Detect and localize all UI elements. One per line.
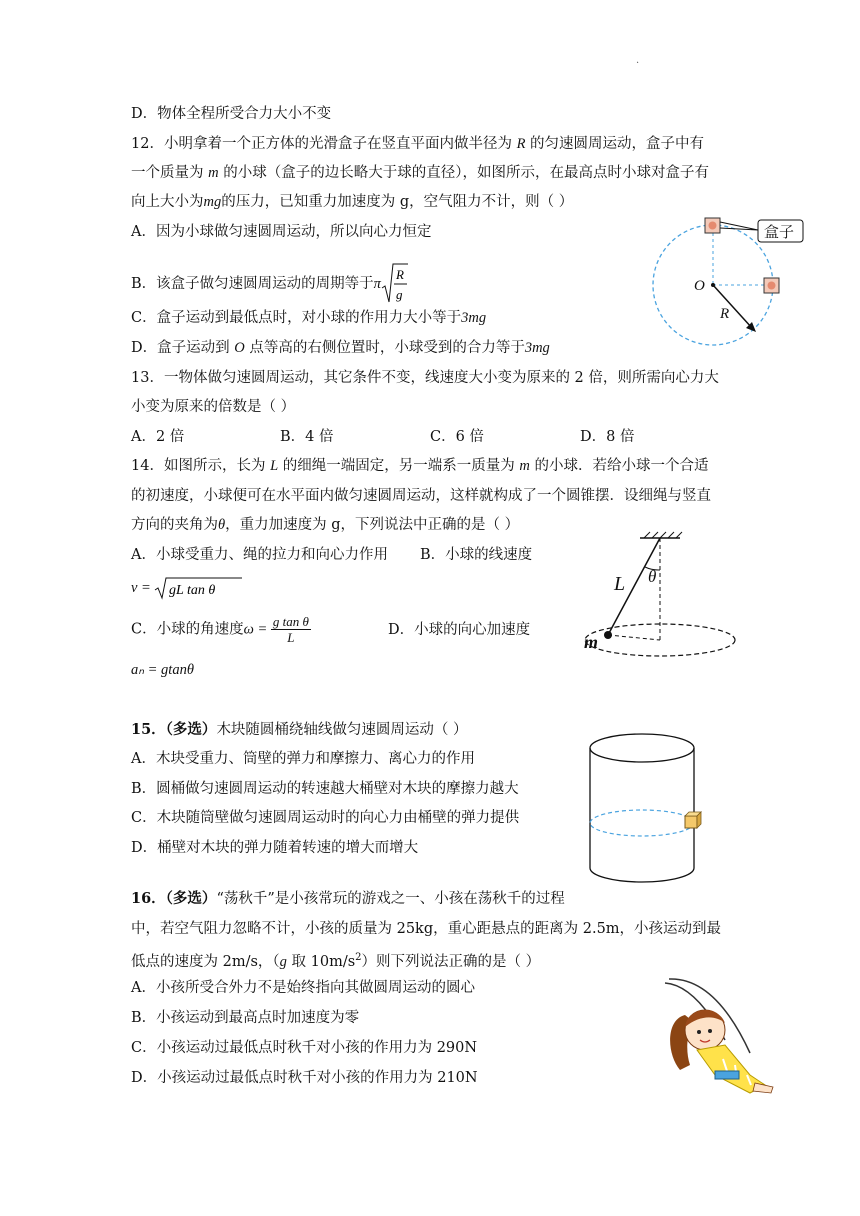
rotation-path bbox=[590, 810, 694, 836]
eye-left bbox=[697, 1030, 701, 1034]
ball-right bbox=[768, 282, 776, 290]
q14-stem-line-2: 的初速度，小球便可在水平面内做匀速圆周运动，这样就构成了一个圆锥摆．设细绳与竖直 bbox=[131, 488, 711, 504]
label-m: m bbox=[584, 632, 599, 652]
q12-stem-line-1: 12．小明拿着一个正方体的光滑盒子在竖直平面内做半径为 R 的匀速圆周运动，盒子中有 bbox=[131, 136, 705, 152]
q16-stem-line-3: 低点的速度为 2m/s，（g 取 $10m/s^2$）则下列说法正确的是（ ） bbox=[131, 952, 541, 970]
radius-arrow bbox=[713, 285, 752, 328]
q15-option-d: D．桶壁对木块的弹力随着转速的增大而增大 bbox=[131, 840, 419, 856]
ball-top bbox=[709, 222, 717, 230]
callout-label: 盒子 bbox=[764, 225, 795, 241]
legs bbox=[753, 1083, 773, 1093]
label-theta: θ bbox=[648, 567, 657, 586]
radius-dashed bbox=[608, 635, 660, 640]
q11-option-d: D．物体全程所受合力大小不变 bbox=[131, 106, 332, 122]
svg-text:gL tan θ: gL tan θ bbox=[169, 583, 216, 598]
q12-option-a: A．因为小球做匀速圆周运动，所以向心力恒定 bbox=[131, 224, 432, 240]
q14-stem-line-1: 14．如图所示，长为 L 的细绳一端固定，另一端系一质量为 m 的小球．若给小球一个合适 bbox=[131, 458, 709, 474]
q15-option-c: C．木块随筒壁做匀速圆周运动时的向心力由桶壁的弹力提供 bbox=[131, 810, 520, 826]
q16-figure-child-on-swing bbox=[655, 975, 780, 1100]
q13-option-d: D．8 倍 bbox=[580, 429, 635, 445]
sqrt-gl-tan-theta bbox=[154, 576, 244, 600]
q16-stem-line-2: 中，若空气阻力忽略不计，小孩的质量为 25kg，重心距悬点的距离为 2.5m，小孩运动到最 bbox=[131, 921, 722, 937]
header-mark: · bbox=[636, 58, 640, 69]
q14-option-d: D．小球的向心加速度 bbox=[388, 622, 531, 638]
q15-stem: 15．（多选）木块随圆桶绕轴线做匀速圆周运动（ ） bbox=[131, 721, 468, 738]
q13-stem-line-2: 小变为原来的倍数是（ ） bbox=[131, 399, 296, 415]
q14-an-formula: aₙ = gtanθ bbox=[131, 662, 194, 678]
q16-stem-line-1: 16．（多选）“荡秋千”是小孩常玩的游戏之一、小孩在荡秋千的过程 bbox=[131, 890, 565, 907]
pi-symbol: π bbox=[373, 276, 381, 292]
q14-option-b: B．小球的线速度 bbox=[420, 547, 533, 563]
q13-option-c: C．6 倍 bbox=[430, 429, 484, 445]
q16-option-d: D．小孩运动过最低点时秋千对小孩的作用力为 210N bbox=[131, 1070, 478, 1086]
q12-stem-line-3: 向上大小为mg的压力，已知重力加速度为 g，空气阻力不计，则（ ） bbox=[131, 194, 574, 210]
cylinder-bottom bbox=[590, 868, 694, 882]
q12-stem-line-2: 一个质量为 m 的小球（盒子的边长略大于球的直径），如图所示，在最高点时小球对盒子有 bbox=[131, 165, 709, 181]
ball bbox=[604, 631, 612, 639]
q15-option-a: A．木块受重力、筒壁的弹力和摩擦力、离心力的作用 bbox=[131, 751, 475, 767]
svg-text:g: g bbox=[395, 287, 403, 302]
q14-v-formula: v = gL tan θ bbox=[131, 576, 244, 600]
q14-figure-conical-pendulum bbox=[578, 530, 738, 660]
q14-stem-line-3: 方向的夹角为θ，重力加速度为 g，下列说法中正确的是（ ） bbox=[131, 517, 520, 533]
sqrt-r-over-g bbox=[381, 262, 409, 306]
q12-option-d: D．盒子运动到 O 点等高的右侧位置时，小球受到的合力等于3mg bbox=[131, 340, 550, 356]
q13-option-b: B．4 倍 bbox=[280, 429, 334, 445]
q13-stem-line-1: 13．一物体做匀速圆周运动，其它条件不变，线速度大小变为原来的 2 倍，则所需向心力大 bbox=[131, 370, 719, 386]
q14-option-a: A．小球受重力、绳的拉力和向心力作用 bbox=[131, 547, 388, 563]
omega-fraction: $\frac{\text{g tan θ}}{L}$ bbox=[272, 614, 309, 645]
eye-right bbox=[708, 1029, 712, 1033]
q14-option-c: C．小球的角速度ω = $\frac{\text{g tan θ}}{L}$ bbox=[131, 614, 309, 645]
cylinder-top bbox=[590, 734, 694, 762]
radius-label-r: R bbox=[720, 306, 730, 322]
wood-block bbox=[685, 816, 697, 828]
q16-option-c: C．小孩运动过最低点时秋千对小孩的作用力为 290N bbox=[131, 1040, 478, 1056]
label-l: L bbox=[614, 573, 626, 595]
q12-option-b: B．该盒子做匀速圆周运动的周期等于π R g bbox=[131, 262, 409, 306]
ceiling-hatch bbox=[644, 532, 682, 538]
svg-text:R: R bbox=[395, 267, 404, 282]
q12-figure-circle-motion bbox=[650, 210, 810, 350]
q16-option-a: A．小孩所受合外力不是始终指向其做圆周运动的圆心 bbox=[131, 980, 475, 996]
q13-option-a: A．2 倍 bbox=[131, 429, 185, 445]
q12-option-c: C．盒子运动到最低点时，对小球的作用力大小等于3mg bbox=[131, 310, 487, 326]
center-point bbox=[711, 283, 715, 287]
swing-seat bbox=[715, 1071, 739, 1079]
q16-option-b: B．小孩运动到最高点时加速度为零 bbox=[131, 1010, 360, 1026]
q15-figure-cylinder bbox=[580, 728, 710, 888]
center-label-o: O bbox=[694, 278, 705, 294]
q15-option-b: B．圆桶做匀速圆周运动的转速越大桶壁对木块的摩擦力越大 bbox=[131, 781, 519, 797]
